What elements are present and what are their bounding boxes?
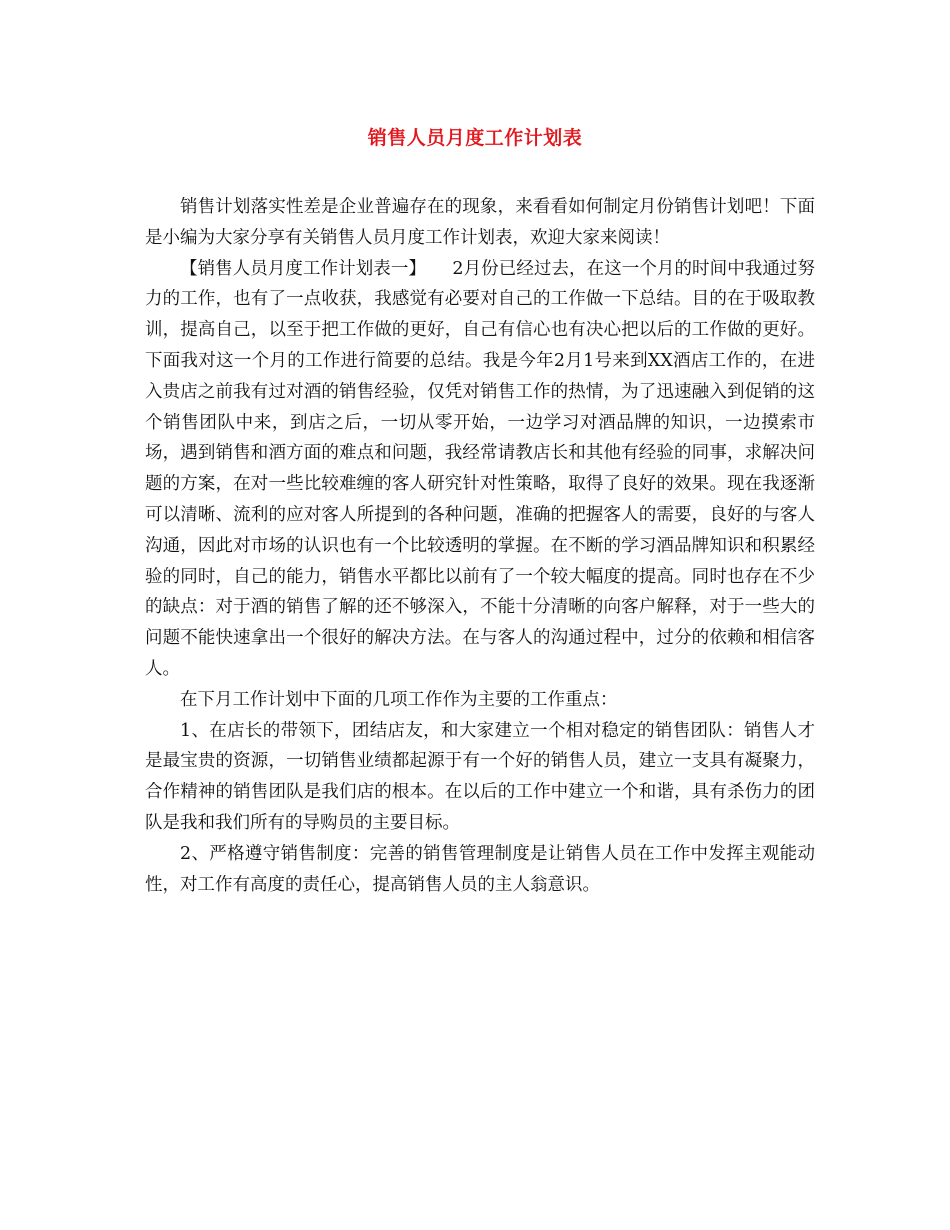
paragraph-intro: 销售计划落实性差是企业普遍存在的现象，来看看如何制定月份销售计划吧！下面是小编为大家分享有关销售人员月度工作计划表，欢迎大家来阅读！ xyxy=(145,197,815,248)
document-body xyxy=(145,192,815,900)
paragraph-item-2: 2、严格遵守销售制度：完善的销售管理制度是让销售人员在工作中发挥主观能动性，对工作有高度的责任心，提高销售人员的主人翁意识。 xyxy=(145,843,815,895)
paragraph-item-1: 1、在店长的带领下，团结店友，和大家建立一个相对稳定的销售团队：销售人才是最宝贵的资源，一切销售业绩都起源于有一个好的销售人员，建立一支具有凝聚力，合作精神的销售团队是我们店的根本。在以后的工作中建立一个和谐，具有杀伤力的团队是我和我们所有的导购员的主要目标。 xyxy=(145,720,815,833)
paragraph-plan-heading: 在下月工作计划中下面的几项工作作为主要的工作重点： xyxy=(180,689,618,710)
document-title: 销售人员月度工作计划表 xyxy=(367,127,583,149)
paragraph-summary: 【销售人员月度工作计划表一】 2月份已经过去，在这一个月的时间中我通过努力的工作，也有了一点收获，我感觉有必要对自己的工作做一下总结。目的在于吸取教训，提高自己，以至于把工作做的更好，自己有信心也有决心把以后的工作做的更好。下面我对这一个月的工作进行简要的总结。我是今年2月1号来到XX酒店工作的，在进入贵店之前我有过对酒的销售经验，仅凭对销售工作的热情，为了迅速融入到促销的这个销售团队中来，到店之后，一切从零开始，一边学习对酒品牌的知识，一边摸索市场，遇到销售和酒方面的难点和问题，我经常请教店长和其他有经验的同事，求解决问题的方案，在对一些比较难缠的客人研究针对性策略，取得了良好的效果。现在我逐渐可以清晰、流利的应对客人所提到的各种问题，准确的把握客人的需要，良好的与客人沟通，因此对市场的认识也有一个比较透明的掌握。在不断的学习酒品牌知识和积累经验的同时，自己的能力，销售水平都比以前有了一个较大幅度的提高。同时也存在不少的缺点：对于酒的销售了解的还不够深入，不能十分清晰的向客户解释，对于一些大的问题不能快速拿出一个很好的解决方法。在与客人的沟通过程中，过分的依赖和相信客人。 xyxy=(145,258,815,679)
